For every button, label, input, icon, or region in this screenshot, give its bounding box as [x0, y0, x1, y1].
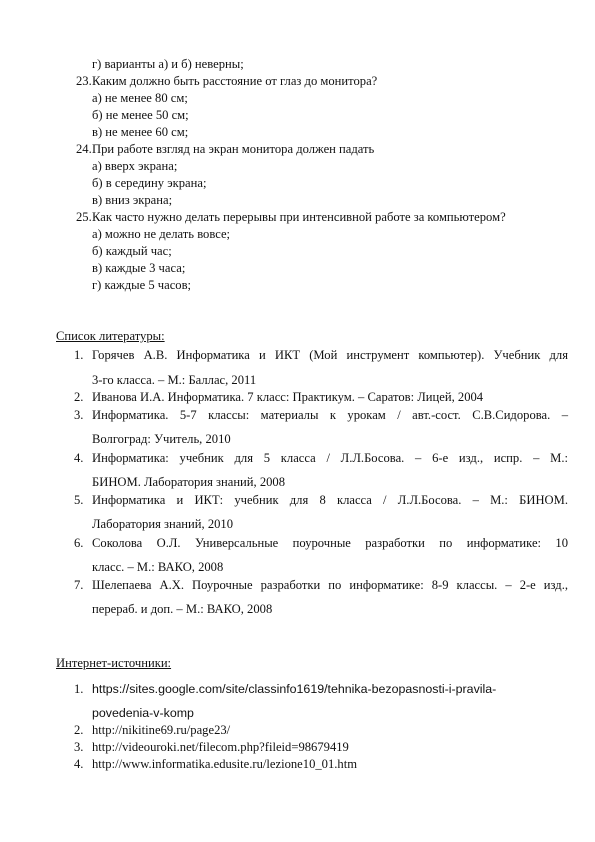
q23-option-b: б) не менее 50 см; [92, 108, 189, 122]
literature-item-line: БИНОМ. Лаборатория знаний, 2008 [92, 475, 286, 489]
literature-item-line: класс. – М.: ВАКО, 2008 [92, 560, 224, 574]
q25-option-g: г) каждые 5 часов; [92, 278, 192, 292]
q23-number: 23. [76, 74, 92, 88]
literature-item-number: 7. [74, 578, 84, 592]
literature-item-line: Соколова О.Л. Универсальные поурочные разработки по информатике: 10 [92, 536, 568, 550]
literature-item-line: Волгоград: Учитель, 2010 [92, 432, 231, 446]
q24-option-a: а) вверх экрана; [92, 159, 178, 173]
internet-link[interactable]: https://sites.google.com/site/classinfo1619/tehnika-bezopasnosti-i-pravila- [92, 682, 497, 696]
literature-item-line: 3-го класса. – М.: Баллас, 2011 [92, 373, 257, 387]
q24-option-v: в) вниз экрана; [92, 193, 173, 207]
internet-link[interactable]: http://nikitine69.ru/page23/ [92, 723, 231, 737]
literature-item-line: Информатика и ИКТ: учебник для 8 класса / Л.Л.Босова. – М.: БИНОМ. [92, 493, 568, 507]
q23-question [76, 73, 377, 89]
internet-item-number: 1. [74, 682, 84, 696]
q23-option-a: а) не менее 80 см; [92, 91, 188, 105]
internet-item-number: 4. [74, 757, 84, 771]
internet-link[interactable]: http://www.informatika.edusite.ru/lezione10_01.htm [92, 757, 357, 771]
literature-item-line: Лаборатория знаний, 2010 [92, 517, 234, 531]
q25-question [76, 209, 506, 225]
q23-text: Каким должно быть расстояние от глаз до монитора? [92, 74, 378, 88]
literature-item-number: 4. [74, 451, 84, 465]
q22-option-g: г) варианты а) и б) неверны; [92, 57, 244, 71]
literature-item-line: перераб. и доп. – М.: ВАКО, 2008 [92, 602, 273, 616]
q25-option-b: б) каждый час; [92, 244, 172, 258]
literature-item-number: 2. [74, 390, 84, 404]
literature-item-line: Иванова И.А. Информатика. 7 класс: Практикум. – Саратов: Лицей, 2004 [92, 390, 484, 404]
q24-text: При работе взгляд на экран монитора должен падать [92, 142, 375, 156]
literature-heading: Список литературы: [56, 329, 165, 343]
q25-number: 25. [76, 210, 92, 224]
q23-option-v: в) не менее 60 см; [92, 125, 189, 139]
literature-item-number: 6. [74, 536, 84, 550]
q25-text: Как часто нужно делать перерывы при интенсивной работе за компьютером? [92, 210, 506, 224]
literature-item-line: Информатика: учебник для 5 класса / Л.Л.Босова. – 6-е изд., испр. – М.: [92, 451, 568, 465]
q24-number: 24. [76, 142, 92, 156]
literature-item-number: 1. [74, 348, 84, 362]
q24-option-b: б) в середину экрана; [92, 176, 207, 190]
literature-item-number: 5. [74, 493, 84, 507]
q24-question [76, 141, 374, 157]
literature-item-line: Горячев А.В. Информатика и ИКТ (Мой инструмент компьютер). Учебник для [92, 348, 568, 362]
q25-option-a: а) можно не делать вовсе; [92, 227, 231, 241]
internet-link-continuation[interactable]: povedenia-v-komp [92, 706, 194, 720]
internet-heading: Интернет-источники: [56, 656, 172, 670]
internet-item-number: 2. [74, 723, 84, 737]
q25-option-v: в) каждые 3 часа; [92, 261, 186, 275]
internet-item-number: 3. [74, 740, 84, 754]
literature-item-line: Шелепаева А.Х. Поурочные разработки по информатике: 8-9 классы. – 2-е изд., [92, 578, 568, 592]
literature-item-line: Информатика. 5-7 классы: материалы к урокам / авт.-сост. С.В.Сидорова. – [92, 408, 568, 422]
internet-link[interactable]: http://videouroki.net/filecom.php?fileid=98679419 [92, 740, 349, 754]
literature-item-number: 3. [74, 408, 84, 422]
